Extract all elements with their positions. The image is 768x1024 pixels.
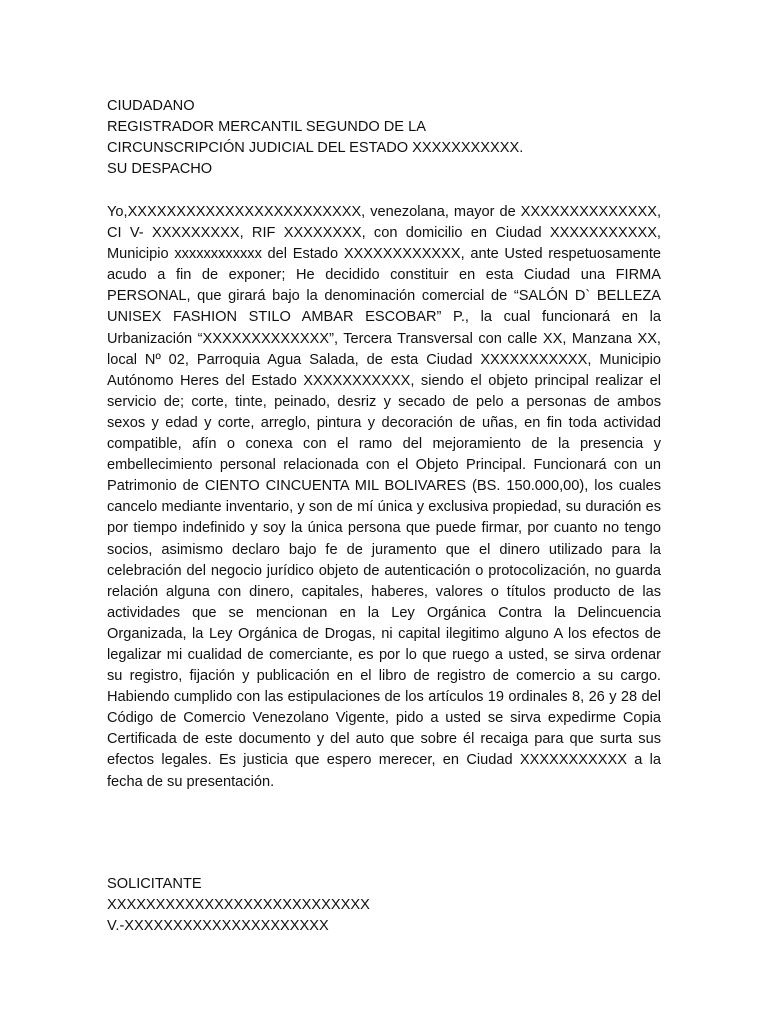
addressee-office: REGISTRADOR MERCANTIL SEGUNDO DE LA bbox=[107, 119, 426, 135]
addressee-block bbox=[107, 96, 667, 180]
addressee-title: CIUDADANO bbox=[107, 98, 195, 114]
signature-id: V.-XXXXXXXXXXXXXXXXXXXXX bbox=[107, 918, 329, 934]
signature-name: XXXXXXXXXXXXXXXXXXXXXXXXXXX bbox=[107, 897, 370, 913]
addressee-jurisdiction: CIRCUNSCRIPCIÓN JUDICIAL DEL ESTADO XXXXXXXXXXX. bbox=[107, 140, 524, 156]
addressee-salutation: SU DESPACHO bbox=[107, 161, 213, 177]
signature-block bbox=[107, 874, 667, 937]
request-paragraph: Yo,XXXXXXXXXXXXXXXXXXXXXXXX, venezolana, mayor de XXXXXXXXXXXXXX, CI V- XXXXXXXXX, RIF XXXXXXXX, con domicilio en Ciudad XXXXXXXXXXX, Municipio xxxxxxxxxxxx del Estado XXXXXXXXXXXX, ante Usted respetuosamente acudo a fin de exponer; He decidido constituir en esta Ciudad una FIRMA PERSONAL, que girará bajo la denominación comercial de “SALÓN D` BELLEZA UNISEX FASHION STILO AMBAR ESCOBAR” P., la cual funcionará en la Urbanización “XXXXXXXXXXXXX”, Tercera Transversal con calle XX, Manzana XX, local Nº 02, Parroquia Agua Salada, de esta Ciudad XXXXXXXXXXX, Municipio Autónomo Heres del Estado XXXXXXXXXXX, siendo el objeto principal realizar el servicio de; corte, tinte, peinado, desriz y secado de pelo a personas de ambos sexos y edad y corte, arreglo, pintura y decoración de uñas, en fin toda actividad compatible, afín o conexa con el ramo del mejoramiento de la presencia y embellecimiento personal relacionada con el Objeto Principal. Funcionará con un Patrimonio de CIENTO CINCUENTA MIL BOLIVARES (BS. 150.000,00), los cuales cancelo mediante inventario, y son de mí única y exclusiva propiedad, su duración es por tiempo indefinido y soy la única persona que puede firmar, por cuanto no tengo socios, asimismo declaro bajo fe de juramento que el dinero utilizado para la celebración del negocio jurídico objeto de autenticación o protocolización, no guarda relación alguna con dinero, capitales, haberes, valores o títulos producto de las actividades que se mencionan en la Ley Orgánica Contra la Delincuencia Organizada, la Ley Orgánica de Drogas, ni capital ilegitimo alguno A los efectos de legalizar mi cualidad de comerciante, es por lo que ruego a usted, se sirva ordenar su registro, fijación y publicación en el libro de registro de comercio a su cargo. Habiendo cumplido con las estipulaciones de los artículos 19 ordinales 8, 26 y 28 del Código de Comercio Venezolano Vigente, pido a usted se sirva expedirme Copia Certificada de este documento y del auto que sobre él recaiga para que surta sus efectos legales. Es justicia que espero merecer, en Ciudad XXXXXXXXXXX a la fecha de su presentación. bbox=[107, 204, 661, 790]
signature-role: SOLICITANTE bbox=[107, 876, 202, 892]
